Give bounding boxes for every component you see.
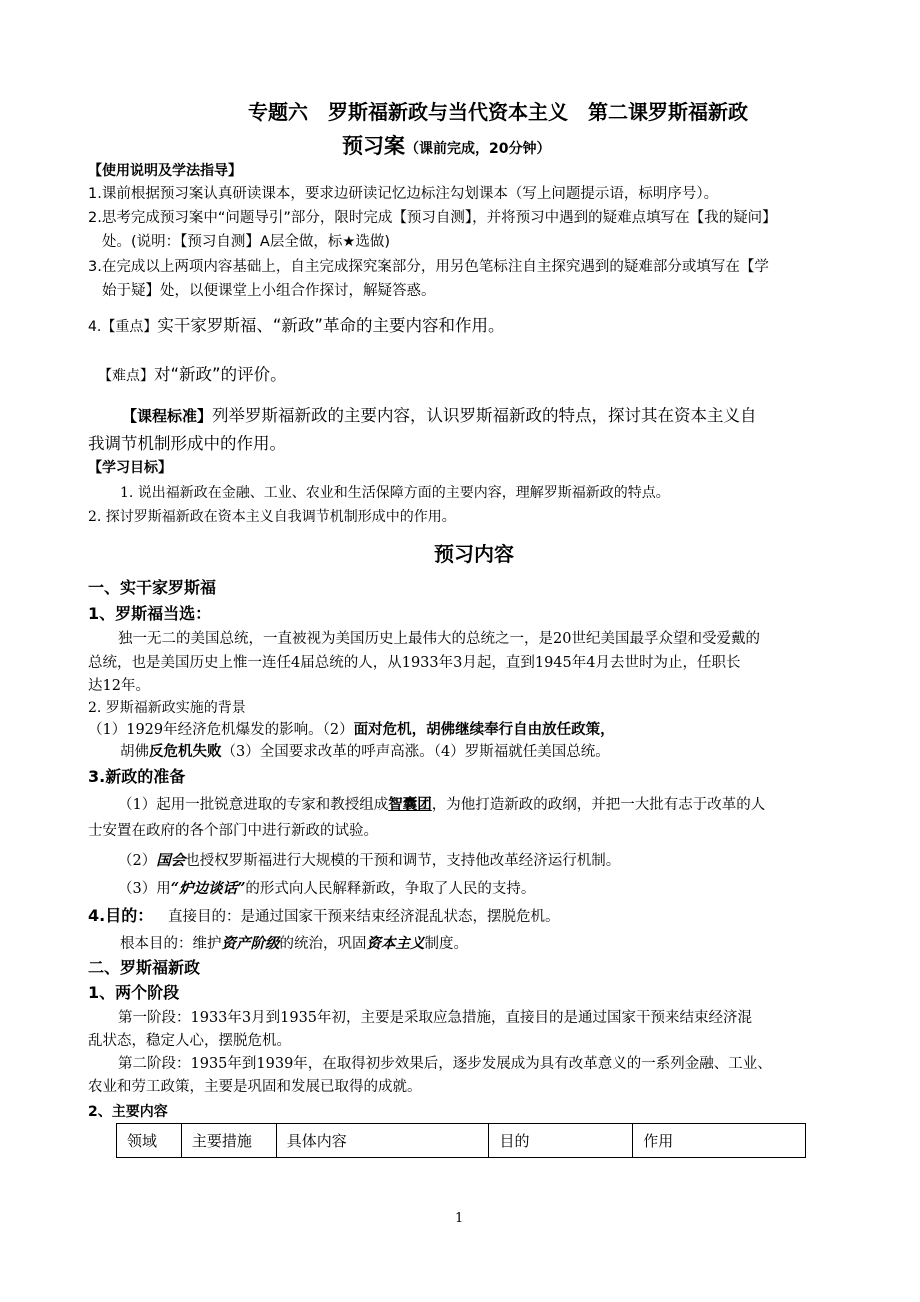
- usage-line-2a: 2.思考完成预习案中“问题导引”部分，限时完成【预习自测】，并将预习中遇到的疑难点填写在【我的疑问】: [88, 210, 777, 226]
- prep-1-text-c: ，为他打造新政的政纲，并把一大批有志于改革的人: [431, 797, 766, 813]
- stage-2b: 农业和劳工政策，主要是巩固和发展已取得的成就。: [88, 1079, 422, 1095]
- table-header-cell: 主要措施: [181, 1124, 276, 1158]
- section-2-heading: 二、罗斯福新政: [88, 958, 201, 977]
- difficult-point-label: 【难点】: [98, 368, 154, 384]
- aim-root: [120, 933, 468, 955]
- section-1-3-heading: 3.新政的准备: [88, 767, 186, 786]
- aim-root-text-e: 制度。: [424, 936, 468, 952]
- prep-1-text-a: （1）起用一批锐意进取的专家和教授组成: [118, 797, 389, 813]
- prep-1-think-tank: 智囊团: [388, 796, 432, 813]
- prep-2-text-c: 也授权罗斯福进行大规模的干预和调节，支持他改革经济运行机制。: [185, 853, 621, 869]
- curriculum-standard-label: 【课程标准】: [122, 407, 213, 425]
- subtitle-note: （课前完成，20分钟）: [405, 141, 551, 157]
- usage-line-3a: 3.在完成以上两项内容基础上，自主完成探究案部分，用另色笔标注自主探究遇到的疑难部分或填写在【学: [88, 259, 769, 275]
- curriculum-standard: [122, 405, 757, 427]
- table-header-cell: 领域: [117, 1124, 182, 1158]
- subtitle-main: 预习案: [342, 134, 405, 158]
- prep-line-1: [118, 794, 765, 816]
- prep-2-text-a: （2）: [118, 853, 157, 869]
- preview-heading: 预习内容: [434, 542, 514, 566]
- goal-item-1: 1. 说出福新政在金融、工业、农业和生活保障方面的主要内容，理解罗斯福新政的特点。: [120, 485, 670, 501]
- section-2-2-heading: 2、主要内容: [88, 1104, 168, 1120]
- section-1-4-heading: 4.目的：: [88, 906, 154, 925]
- prep-3-text-a: （3）用: [118, 881, 171, 897]
- difficult-point: [98, 364, 287, 387]
- prep-line-2: [118, 850, 620, 872]
- prep-3-fireside: “炉边谈话”: [170, 880, 246, 897]
- stage-1a: 第一阶段：1933年3月到1935年初，主要是采取应急措施，直接目的是通过国家干预来结束经济混: [118, 1010, 753, 1026]
- background-line-2: [120, 741, 610, 763]
- usage-line-3b: 始于疑】处，以便课堂上小组合作探讨，解疑答惑。: [102, 283, 436, 299]
- usage-line-2b: 处。(说明：【预习自测】A层全做，标★选做): [102, 234, 390, 250]
- section-1-2-heading: 2. 罗斯福新政实施的背景: [88, 700, 246, 716]
- aim-direct: 直接目的：是通过国家干预来结束经济混乱状态，摆脱危机。: [168, 909, 560, 925]
- table-header-cell: 目的: [489, 1124, 633, 1158]
- background-line-1: [88, 719, 615, 741]
- subtitle: [342, 132, 550, 160]
- usage-heading: 【使用说明及学法指导】: [88, 163, 242, 179]
- page-title: 专题六 罗斯福新政与当代资本主义 第二课罗斯福新政: [248, 100, 748, 124]
- background-1-bold: 面对危机，胡佛继续奉行自由放任政策，: [353, 721, 615, 738]
- background-1-text: （1）1929年经济危机爆发的影响。（2）: [88, 722, 354, 738]
- aim-root-text-c: 的统治，巩固: [279, 936, 367, 952]
- section-1-1-heading: 1、罗斯福当选：: [88, 604, 212, 623]
- curriculum-standard-text: 列举罗斯福新政的主要内容，认识罗斯福新政的特点，探讨其在资本主义自: [212, 406, 757, 425]
- prep-line-3: [118, 878, 535, 900]
- page-number: 1: [455, 1211, 464, 1226]
- stage-2a: 第二阶段：1935年到1939年，在取得初步效果后，逐步发展成为具有改革意义的一系列金融、工业、: [118, 1056, 772, 1072]
- difficult-point-text: 对“新政”的评价。: [154, 365, 287, 384]
- background-2-bold: 反危机失败: [149, 743, 222, 760]
- prep-2-congress: 国会: [156, 852, 186, 869]
- table-header-row: [117, 1124, 806, 1158]
- key-point-label: 4.【重点】: [88, 319, 158, 335]
- aim-root-bourgeoisie: 资产阶级: [221, 935, 280, 952]
- aim-root-capitalism: 资本主义: [366, 935, 425, 952]
- paragraph-1b: 总统，也是美国历史上惟一连任4届总统的人，从1933年3月起，直到1945年4月去世时为止，任职长: [88, 655, 741, 671]
- key-point-text: 实干家罗斯福、“新政”革命的主要内容和作用。: [157, 316, 505, 335]
- content-table: [116, 1123, 806, 1158]
- background-2-text-c: （3）全国要求改革的呼声高涨。（4）罗斯福就任美国总统。: [221, 744, 610, 760]
- prep-3-text-c: 的形式向人民解释新政，争取了人民的支持。: [245, 881, 536, 897]
- section-1-heading: 一、实干家罗斯福: [88, 578, 217, 597]
- table-header-cell: 作用: [633, 1124, 806, 1158]
- stage-1b: 乱状态，稳定人心，摆脱危机。: [88, 1033, 291, 1049]
- paragraph-1a: 独一无二的美国总统，一直被视为美国历史上最伟大的总统之一，是20世纪美国最孚众望和受爱戴的: [118, 631, 760, 647]
- goal-item-2: 2. 探讨罗斯福新政在资本主义自我调节机制形成中的作用。: [88, 509, 456, 525]
- key-point: [88, 315, 504, 338]
- table-header-cell: 具体内容: [276, 1124, 489, 1158]
- usage-line-1: 1.课前根据预习案认真研读课本，要求边研读记忆边标注勾划课本（写上问题提示语，标明序号）。: [88, 186, 719, 202]
- curriculum-standard-cont: 我调节机制形成中的作用。: [88, 434, 286, 453]
- paragraph-1c: 达12年。: [88, 678, 150, 694]
- goals-heading: 【学习目标】: [88, 460, 172, 476]
- background-2-text-a: 胡佛: [120, 744, 149, 760]
- section-2-1-heading: 1、两个阶段: [88, 983, 180, 1002]
- prep-line-1-cont: 士安置在政府的各个部门中进行新政的试验。: [88, 823, 378, 839]
- aim-root-text-a: 根本目的：维护: [120, 936, 222, 952]
